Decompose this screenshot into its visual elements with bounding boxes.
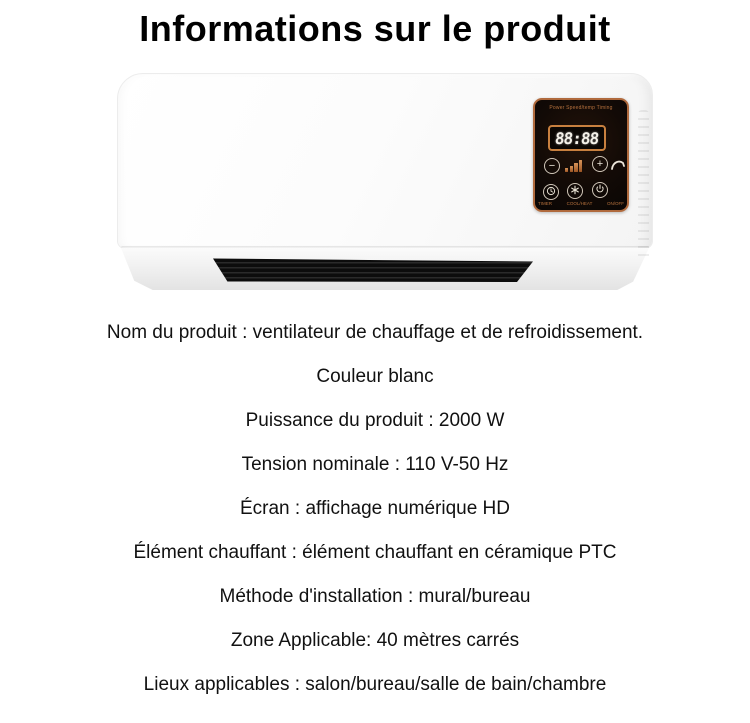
indicator-hook-icon <box>611 157 625 175</box>
spec-line-product-name: Nom du produit : ventilateur de chauffage et de refroidissement. <box>106 322 644 343</box>
display-digits: 88:88 <box>554 128 600 148</box>
timer-label: TIMER <box>538 201 552 206</box>
spec-line-voltage: Tension nominale : 110 V-50 Hz <box>241 454 509 475</box>
side-grille <box>638 110 649 260</box>
control-panel <box>533 98 629 212</box>
spec-line-area: Zone Applicable: 40 mètres carrés <box>230 630 520 651</box>
minus-icon: − <box>548 159 556 172</box>
plus-button <box>592 156 608 172</box>
panel-header-text: Power Speed/temp Timing <box>549 105 613 111</box>
spec-line-color: Couleur blanc <box>316 366 434 387</box>
spec-line-screen: Écran : affichage numérique HD <box>239 498 511 519</box>
power-icon <box>595 184 605 197</box>
power-button <box>592 182 608 198</box>
timer-button <box>543 184 559 200</box>
power-label: ON/OFF <box>606 201 624 206</box>
spec-line-heating-element: Élément chauffant : élément chauffant en céramique PTC <box>133 542 617 563</box>
minus-button <box>544 158 560 174</box>
product-specs <box>0 321 750 717</box>
mode-button <box>567 183 583 199</box>
mode-label: COOL/HEAT <box>566 201 593 206</box>
fan-icon <box>570 185 580 198</box>
plus-icon: + <box>596 157 604 170</box>
spec-line-places: Lieux applicables : salon/bureau/salle de bain/chambre <box>143 674 607 695</box>
product-photo <box>85 62 665 310</box>
page-title: Informations sur le produit <box>139 8 611 49</box>
timer-clock-icon <box>546 186 556 199</box>
panel-button-labels <box>538 201 624 206</box>
fan-speed-bars-icon <box>565 159 587 172</box>
digital-display <box>548 125 606 151</box>
spec-line-installation: Méthode d'installation : mural/bureau <box>219 586 531 607</box>
spec-line-power: Puissance du produit : 2000 W <box>245 410 505 431</box>
